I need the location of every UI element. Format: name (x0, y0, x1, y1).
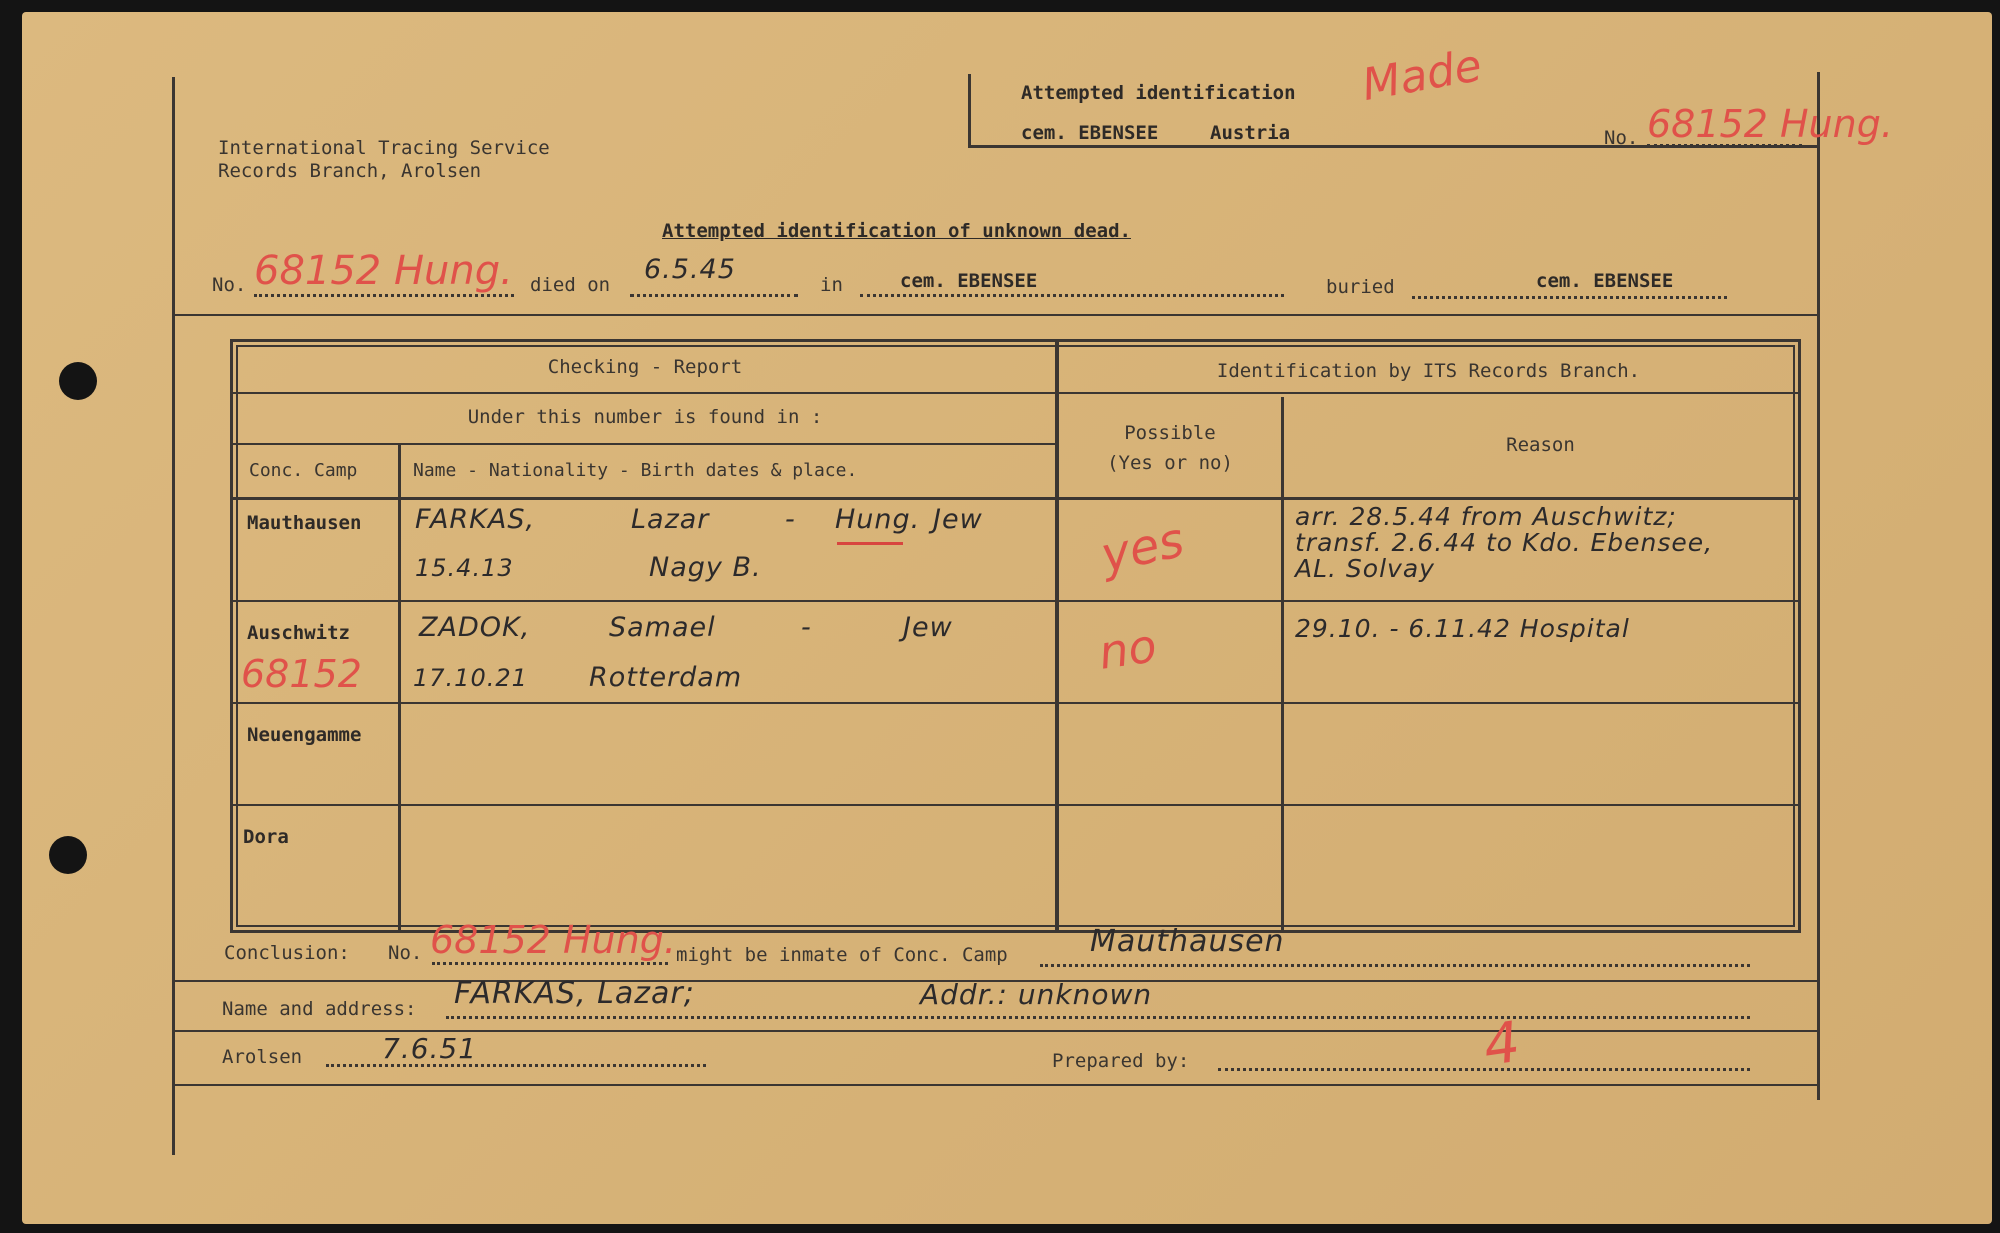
col-reason-header: Reason (1506, 434, 1575, 456)
row2-birth-place: Rotterdam (589, 662, 743, 693)
table-hline-4 (233, 600, 1798, 602)
index-card (22, 12, 1992, 1224)
row1-name-d: Hung. (835, 504, 921, 535)
header-no-label: No. (1604, 127, 1639, 149)
header-box-line-2b: Austria (1210, 122, 1291, 144)
table-hline-6 (233, 804, 1798, 806)
row2-camp: Auschwitz (247, 622, 350, 644)
row1-name-e: Jew (933, 504, 983, 535)
made-annotation: Made (1358, 39, 1486, 112)
col-name-header: Name - Nationality - Birth dates & place. (413, 460, 858, 481)
table-hline-1 (233, 392, 1798, 394)
row1-name-c: - (785, 504, 796, 535)
in-label: in (820, 274, 843, 296)
left-margin-line (172, 77, 175, 1155)
row1-reason-2: transf. 2.6.44 to Kdo. Ebensee, (1295, 528, 1714, 557)
died-label: died on (530, 274, 611, 296)
row2-reason-1: 29.10. - 6.11.42 Hospital (1295, 614, 1630, 643)
conclusion-no-dots (432, 962, 668, 965)
row1-camp: Mauthausen (247, 512, 362, 534)
table-hline-2 (233, 443, 1057, 445)
row1-nationality-underline (837, 542, 903, 545)
name-address-label: Name and address: (222, 998, 417, 1020)
in-dots (860, 294, 1284, 297)
name-value: FARKAS, Lazar; (454, 976, 695, 1011)
document-title: Attempted identification of unknown dead. (662, 220, 1131, 242)
row3-camp: Neuengamme (247, 724, 362, 746)
record-no-dots (254, 294, 514, 297)
right-margin-line (1817, 72, 1820, 1100)
org-line-2: Records Branch, Arolsen (218, 160, 482, 182)
header-box-line-2a: cem. EBENSEE (1021, 122, 1159, 144)
punch-hole-top (59, 362, 97, 400)
prepared-by-label: Prepared by: (1052, 1050, 1190, 1072)
col-possible-header-1: Possible (1124, 422, 1216, 444)
punch-hole-bottom (49, 836, 87, 874)
footer-place-label: Arolsen (222, 1046, 303, 1068)
row1-birth-date: 15.4.13 (415, 554, 514, 582)
table-hline-5 (233, 702, 1798, 704)
row1-reason-3: AL. Solvay (1295, 554, 1435, 583)
row2-camp-note: 68152 (241, 652, 362, 696)
record-underline (172, 314, 1818, 316)
conclusion-camp-dots (1040, 964, 1750, 967)
org-line-1: International Tracing Service (218, 137, 550, 159)
conclusion-label: Conclusion: (224, 942, 350, 964)
checking-table (230, 339, 1801, 933)
row2-name-e: Jew (903, 612, 953, 643)
table-hline-3 (233, 497, 1798, 500)
row1-possible: yes (1096, 511, 1189, 585)
footer-date-value: 7.6.51 (382, 1032, 478, 1065)
row1-name-b: Lazar (631, 504, 710, 535)
found-in-header: Under this number is found in : (467, 406, 823, 428)
conclusion-mid-text: might be inmate of Conc. Camp (676, 944, 1008, 966)
row2-possible: no (1095, 618, 1160, 680)
row1-birth-place: Nagy B. (649, 552, 762, 583)
row1-name-a: FARKAS, (415, 504, 536, 535)
name-address-dots (446, 1016, 1750, 1019)
address-value: Addr.: unknown (920, 978, 1153, 1011)
table-vline-camp (398, 445, 401, 930)
row2-name-c: - (801, 612, 812, 643)
header-box-left (968, 74, 971, 148)
row2-name-a: ZADOK, (419, 612, 531, 643)
conclusion-no-label: No. (388, 942, 423, 964)
died-dots (630, 294, 798, 297)
col-camp-header: Conc. Camp (249, 460, 358, 481)
record-no-value: 68152 Hung. (254, 248, 513, 294)
buried-dots (1412, 296, 1727, 299)
checking-report-header: Checking - Report (547, 356, 743, 378)
prepared-by-dots (1218, 1068, 1750, 1071)
row4-camp: Dora (243, 826, 289, 848)
conclusion-no-value: 68152 Hung. (430, 918, 676, 962)
row2-birth-date: 17.10.21 (413, 664, 528, 692)
preparer-signature: 4 (1479, 1009, 1524, 1080)
header-no-value: 68152 Hung. (1647, 102, 1893, 146)
row2-name-b: Samael (609, 612, 716, 643)
buried-label: buried (1326, 276, 1395, 298)
footer-line (172, 1084, 1820, 1086)
identification-header: Identification by ITS Records Branch. (1216, 360, 1641, 382)
buried-value: cem. EBENSEE (1536, 270, 1674, 292)
row1-reason-1: arr. 28.5.44 from Auschwitz; (1295, 502, 1677, 531)
conclusion-camp-value: Mauthausen (1090, 924, 1285, 959)
col-possible-header-2: (Yes or no) (1107, 452, 1233, 474)
table-vline-reason (1281, 397, 1284, 930)
in-value: cem. EBENSEE (900, 270, 1038, 292)
died-value: 6.5.45 (644, 254, 736, 285)
header-box-line-1: Attempted identification (1021, 82, 1296, 104)
record-no-label: No. (212, 274, 247, 296)
